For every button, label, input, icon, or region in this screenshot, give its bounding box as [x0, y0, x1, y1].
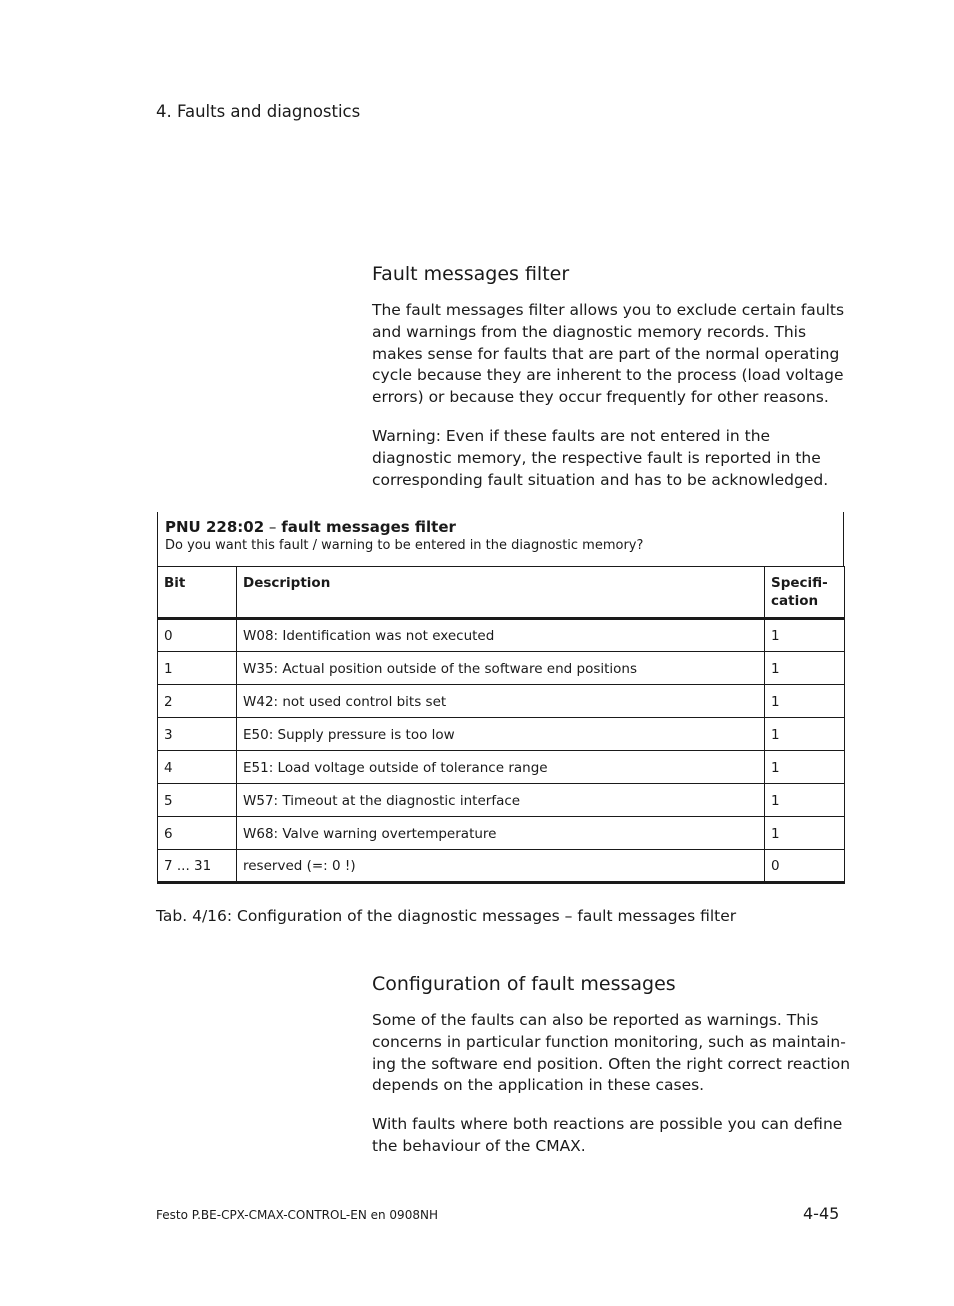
cell-bit: 7 ... 31 [158, 850, 237, 883]
cell-specification: 1 [765, 685, 845, 718]
table-row [158, 619, 845, 652]
table-title-name: fault messages filter [281, 518, 456, 536]
cell-bit: 1 [158, 652, 237, 685]
table-subtitle: Do you want this fault / warning to be entered in the diagnostic memory? [165, 538, 644, 553]
page-number: 4-45 [803, 1204, 840, 1223]
table-title-dash: – [264, 518, 282, 536]
cell-specification: 1 [765, 817, 845, 850]
cell-description: E50: Supply pressure is too low [237, 718, 765, 751]
cell-specification: 1 [765, 619, 845, 652]
cell-description: W57: Timeout at the diagnostic interface [237, 784, 765, 817]
paragraph: With faults where both reactions are possible you can define the behaviour of the CMAX. [372, 1115, 843, 1155]
cell-specification: 0 [765, 850, 845, 883]
table-title-pnu: PNU 228:02 [165, 518, 265, 536]
table-grid [157, 566, 845, 884]
table-row [158, 784, 845, 817]
paragraph: Some of the faults can also be reported as warnings. This concerns in particular function monitoring, such as maintaining the software end position. Often the right correct reaction depends on the application in these cases. [372, 1011, 851, 1095]
cell-specification: 1 [765, 718, 845, 751]
table-title [165, 517, 836, 537]
cell-description: W08: Identification was not executed [237, 619, 765, 652]
cell-bit: 0 [158, 619, 237, 652]
table-row [158, 652, 845, 685]
column-header-bit: Bit [158, 567, 237, 619]
footer-document-id: Festo P.BE-CPX-CMAX-CONTROL-EN en 0908NH [156, 1208, 438, 1222]
table-row [158, 751, 845, 784]
cell-description: W42: not used control bits set [237, 685, 765, 718]
table-row [158, 817, 845, 850]
chapter-heading: 4. Faults and diagnostics [156, 102, 361, 121]
table-row [158, 850, 845, 883]
cell-specification: 1 [765, 652, 845, 685]
table-head-row [158, 567, 845, 619]
table-row [158, 718, 845, 751]
column-header-specification: Specifi- cation [765, 567, 845, 619]
table-row [158, 685, 845, 718]
cell-specification: 1 [765, 751, 845, 784]
cell-description: W68: Valve warning overtemperature [237, 817, 765, 850]
table-caption: Tab. 4/16: Configuration of the diagnostic messages – fault messages filter [156, 907, 737, 925]
cell-bit: 3 [158, 718, 237, 751]
cell-bit: 6 [158, 817, 237, 850]
fault-filter-table [157, 512, 844, 884]
paragraph: The fault messages filter allows you to exclude certain faults and warnings from the diagnostic memory records. This makes sense for faults that are part of the normal operating cycle because they are inherent to the process (load voltage errors) or because they occur frequently for other reasons. [372, 301, 845, 407]
section-title-fault-filter: Fault messages filter [372, 263, 570, 285]
cell-specification: 1 [765, 784, 845, 817]
section-title-configuration: Configuration of fault messages [372, 973, 676, 995]
table-header-box [157, 512, 844, 566]
cell-description: E51: Load voltage outside of tolerance range [237, 751, 765, 784]
column-header-description: Description [237, 567, 765, 619]
cell-bit: 4 [158, 751, 237, 784]
cell-bit: 2 [158, 685, 237, 718]
cell-description: W35: Actual position outside of the software end positions [237, 652, 765, 685]
cell-description: reserved (=: 0 !) [237, 850, 765, 883]
paragraph: Warning: Even if these faults are not entered in the diagnostic memory, the respective fault is reported in the corresponding fault situation and has to be acknowledged. [372, 427, 829, 489]
cell-bit: 5 [158, 784, 237, 817]
